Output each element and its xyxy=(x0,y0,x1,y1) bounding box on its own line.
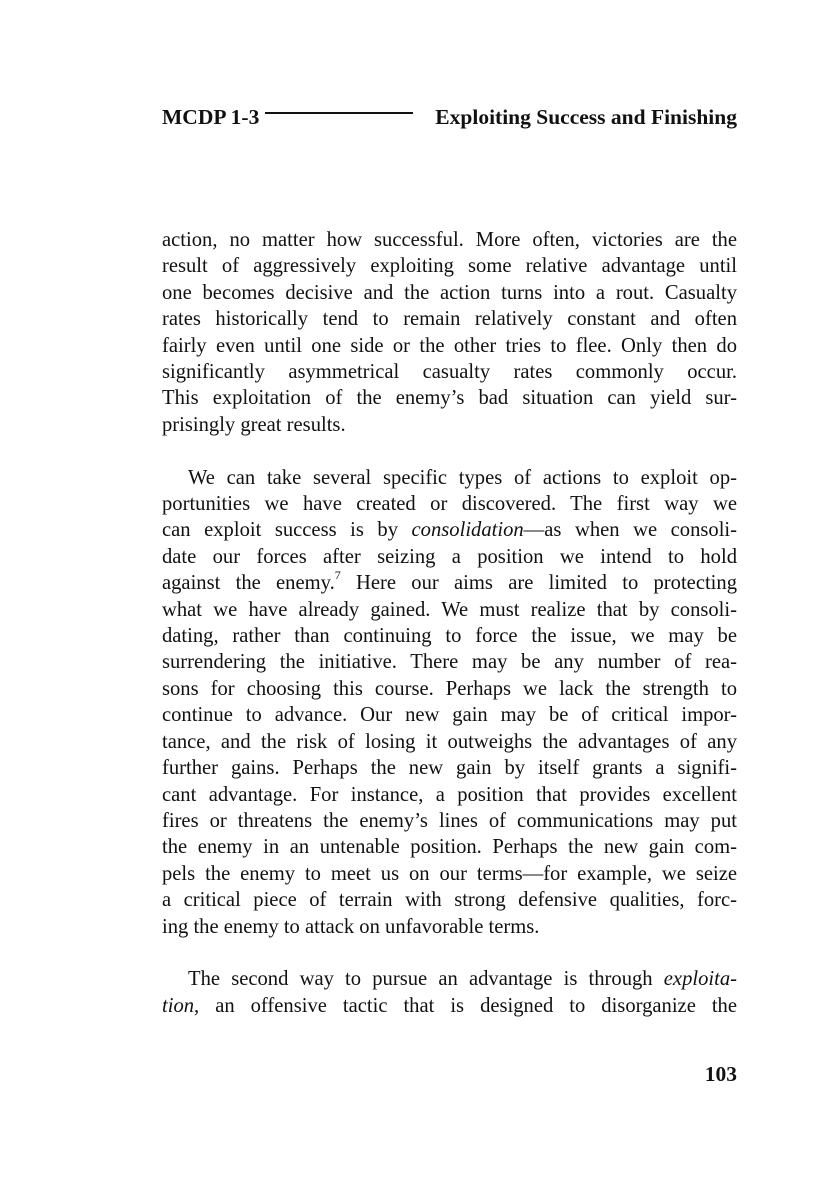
text-line: portunities we have created or discovered. The first way we xyxy=(162,493,737,516)
text-segment: Here our aims are limited to protecting xyxy=(340,572,738,595)
text-line: further gains. Perhaps the new gain by itself grants a signifi- xyxy=(162,757,737,780)
text-line: cant advantage. For instance, a position that provides excellent xyxy=(162,783,737,806)
text-line-with-term xyxy=(162,517,737,543)
text-segment: —as when we consoli- xyxy=(523,519,737,542)
text-line: tance, and the risk of losing it outweighs the advantages of any xyxy=(162,730,737,753)
paragraph-2 xyxy=(162,465,737,940)
text-line: date our forces after seizing a position we intend to hold xyxy=(162,545,737,568)
text-line: fires or threatens the enemy’s lines of communications may put xyxy=(162,809,737,832)
text-line: what we have already gained. We must realize that by consoli- xyxy=(162,598,737,621)
text-line: rates historically tend to remain relatively constant and often xyxy=(162,308,737,331)
paragraph-3 xyxy=(162,966,737,1019)
text-line: action, no matter how successful. More often, victories are the xyxy=(162,229,737,251)
text-line: a critical piece of terrain with strong defensive qualities, forc- xyxy=(162,889,737,912)
header-rule xyxy=(265,112,413,114)
text-line: dating, rather than continuing to force the issue, we may be xyxy=(162,625,737,648)
text-line: ing the enemy to attack on unfavorable terms. xyxy=(162,915,540,938)
term-consolidation: consolidation xyxy=(411,519,524,542)
text-line: This exploitation of the enemy’s bad situation can yield sur- xyxy=(162,387,737,410)
text-line: pels the enemy to meet us on our terms—for example, we seize xyxy=(162,862,737,885)
page-number: 103 xyxy=(704,1062,737,1086)
text-line: We can take several specific types of actions to exploit op- xyxy=(188,466,737,489)
text-line-with-term xyxy=(162,966,737,992)
text-line: the enemy in an untenable position. Perhaps the new gain com- xyxy=(162,836,737,859)
text-line: continue to advance. Our new gain may be of critical impor- xyxy=(162,704,737,727)
text-line: sons for choosing this course. Perhaps we lack the strength to xyxy=(162,677,737,700)
text-segment: The second way to pursue an advantage is through xyxy=(188,968,664,991)
text-segment: against the enemy. xyxy=(162,572,335,595)
body-text xyxy=(162,227,737,1019)
footnote-ref: 7 xyxy=(334,568,341,583)
running-header xyxy=(162,100,737,134)
text-line: significantly asymmetrical casualty rates commonly occur. xyxy=(162,361,737,384)
text-line: one becomes decisive and the action turns into a rout. Casualty xyxy=(162,281,737,304)
text-line-with-footnote xyxy=(162,570,737,596)
text-segment: , an offensive tactic that is designed to disorganize the xyxy=(194,994,737,1017)
text-line: surrendering the initiative. There may be any number of rea- xyxy=(162,651,737,674)
chapter-title: Exploiting Success and Finishing xyxy=(435,104,737,129)
doc-code: MCDP 1-3 xyxy=(162,104,260,129)
text-segment: can exploit success is by xyxy=(162,519,412,542)
text-line: fairly even until one side or the other tries to flee. Only then do xyxy=(162,334,737,357)
term-exploitation-cont: tion xyxy=(162,994,195,1017)
text-line: prisingly great results. xyxy=(162,413,346,436)
paragraph-1 xyxy=(162,227,737,438)
text-line: result of aggressively exploiting some relative advantage until xyxy=(162,255,737,278)
term-exploitation: exploita- xyxy=(663,968,737,991)
text-line-with-term xyxy=(162,993,737,1019)
